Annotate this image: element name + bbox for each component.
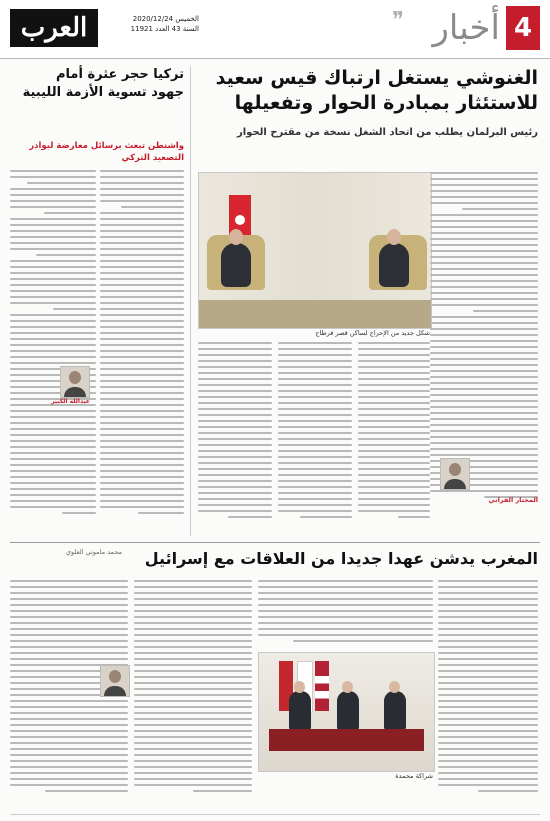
newspaper-logo: العرب (10, 9, 98, 47)
main-body-col-3 (198, 342, 272, 522)
main-headline-line-2: للاستئثار بمبادرة الحوار وتفعيلها (234, 92, 538, 114)
column-divider (190, 66, 191, 536)
side-body-col-2 (100, 170, 184, 518)
bottom-byline: محمد ماموني العلوي (65, 548, 122, 556)
main-body-col-1 (358, 342, 430, 522)
issue-info (104, 14, 199, 34)
side-headline-line-2: جهود تسوية الأزمة الليبية (22, 85, 184, 100)
person (289, 691, 311, 731)
bottom-author-photo (100, 665, 130, 697)
bottom-body-col-1 (438, 580, 538, 796)
bottom-body-col-2 (258, 580, 433, 646)
person-head (229, 229, 243, 245)
person (379, 243, 409, 287)
bottom-body-col-3 (134, 580, 252, 796)
signing-photo (258, 652, 435, 772)
bottom-headline: المغرب يدشن عهدا جديدا من العلاقات مع إسرائيل (144, 549, 538, 568)
main-photo-caption: شكل جديد من الإحراج لساكن قصر قرطاج (315, 329, 430, 337)
person-head (389, 681, 400, 693)
issue-number: السنة 43 العدد 11921 (130, 25, 199, 33)
side-headline (10, 66, 184, 102)
side-subhead: واشنطن تبعث برسائل معارضة لبوادر التصعيد التركي (29, 141, 184, 163)
main-body-col-2 (278, 342, 352, 522)
page-number: 4 (506, 6, 540, 50)
issue-date: الخميس 2020/12/24 (132, 15, 199, 23)
main-author-photo (440, 458, 470, 490)
section-title: أخبار (432, 8, 500, 48)
person-head (294, 681, 305, 693)
main-body-col-right (430, 172, 538, 502)
main-author-name: المختار الفراتي (488, 496, 538, 504)
main-subhead: رئيس البرلمان يطلب من اتحاد الشغل نسخة من مقترح الحوار (237, 127, 538, 138)
main-headline (208, 66, 538, 116)
us-flag (315, 661, 329, 711)
signing-photo-caption: شراكة محمدة (395, 772, 433, 780)
person (337, 691, 359, 731)
main-headline-line-1: الغنوشي يستغل ارتباك قيس سعيد (215, 67, 538, 89)
side-author-photo (60, 366, 90, 398)
side-headline-line-1: تركيا حجر عثرة أمام (56, 67, 184, 82)
signing-table (269, 729, 424, 751)
quote-icon: ❞ (392, 8, 404, 33)
page-bottom-rule (10, 814, 540, 815)
person (221, 243, 251, 287)
side-author-name: عبدالله الكبير (51, 398, 90, 405)
rug (199, 300, 431, 328)
main-photo (198, 172, 432, 329)
side-body-col-1 (10, 170, 96, 518)
person-head (342, 681, 353, 693)
person (384, 691, 406, 731)
masthead (0, 0, 550, 59)
person-head (387, 229, 401, 245)
section-divider (10, 542, 540, 543)
